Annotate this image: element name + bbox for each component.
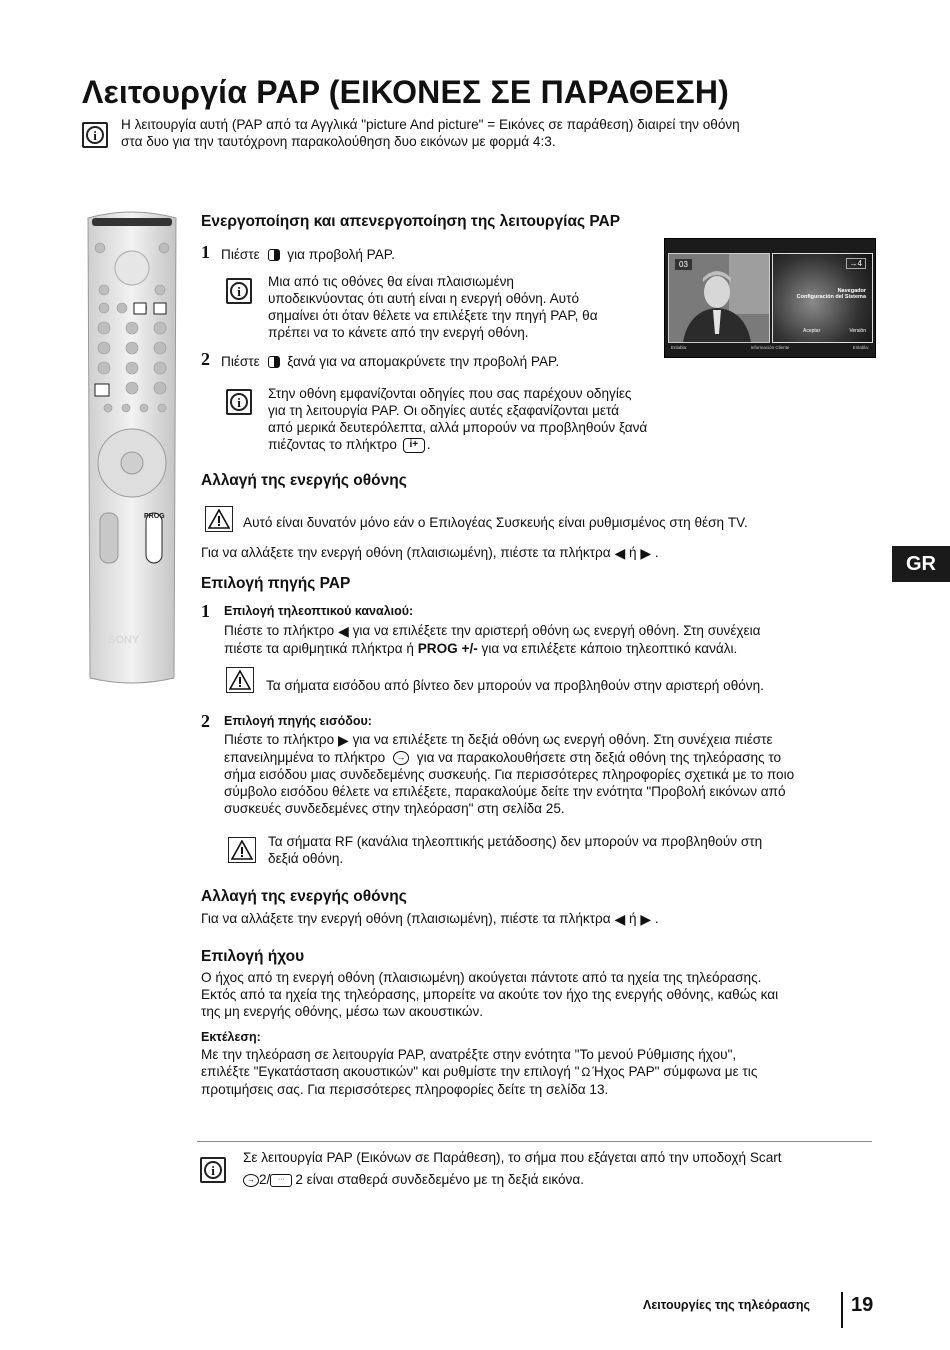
language-tab: GR xyxy=(892,546,950,582)
tv-status-bar: Enlabla: Información Cliente Enlabla: xyxy=(671,345,869,350)
warning-triangle-icon xyxy=(208,509,230,529)
exec-label: Εκτέλεση: xyxy=(201,1030,261,1044)
body-text: Με την τηλεόραση σε λειτουργία PAP, ανατρέξτε στην ενότητα "Το μενού Ρύθμισης ήχου", επιλέξτε "Εγκατάσταση ακουστικών" και ρυθμίστε την επιλογή " Ω Ήχος PAP" σύμφωνα με τις προτιμήσεις σας. Για περισσότερες πληροφορίες δείτε τη σελίδα 13. xyxy=(201,1047,758,1097)
accept-label: Aceptar xyxy=(803,328,821,334)
info-icon: i xyxy=(82,122,108,148)
warning-icon xyxy=(205,506,233,532)
step-title: Επιλογή πηγής εισόδου: xyxy=(224,714,372,728)
step-number: 1 xyxy=(201,242,210,262)
footer-chapter: Λειτουργίες της τηλεόρασης xyxy=(643,1298,810,1312)
scart-connector-icon: ··· xyxy=(270,1174,292,1187)
warning-triangle-icon xyxy=(229,670,251,690)
step-number: 1 xyxy=(201,601,210,621)
step-text: Πιέστε το πλήκτρο ◀ για να επιλέξετε την αριστερή οθόνη ως ενεργή οθόνη. Στη συνέχεια πιέστε τα αριθμητικά πλήκτρα ή PROG +/- για να επιλέξετε κάποιο τηλεοπτικό κανάλι. xyxy=(224,622,761,656)
step-number: 2 xyxy=(201,349,210,369)
body-text: Για να αλλάξετε την ενεργή οθόνη (πλαισιωμένη), πιέστε τα πλήκτρα ◀ ή ▶ . xyxy=(201,910,659,927)
intro-line: Η λειτουργία αυτή (PAP από τα Αγγλικά "picture And picture" = Εικόνες σε παράθεση) διαιρεί την οθόνη xyxy=(121,117,740,132)
info-icon: i xyxy=(226,278,252,304)
page-number: 19 xyxy=(851,1294,874,1316)
note-text: Μια από τις οθόνες θα είναι πλαισιωμένη υποδεικνύοντας ότι αυτή είναι η ενεργή οθόνη. Αυτό σημαίνει ότι όταν θέλετε να επιλέξετε την πηγή PAP, θα πρέπει να το κάνετε από την ενεργή οθόνη. xyxy=(268,274,598,340)
section-heading: Αλλαγή της ενεργής οθόνης xyxy=(201,472,407,489)
pap-button-icon xyxy=(268,356,280,368)
arrow-right-icon: ▶ xyxy=(338,731,349,748)
input-select-icon: → xyxy=(393,751,409,765)
intro-text xyxy=(121,116,740,150)
right-tv-screen xyxy=(772,253,873,343)
section-heading: Επιλογή ήχου xyxy=(201,948,305,965)
section-heading: Ενεργοποίηση και απενεργοποίηση της λειτουργίας PAP xyxy=(201,213,621,230)
divider xyxy=(197,1141,872,1142)
remote-control-image xyxy=(78,208,186,688)
warning-text: Τα σήματα εισόδου από βίντεο δεν μπορούν να προβληθούν στην αριστερή οθόνη. xyxy=(266,678,764,693)
body-text: Ο ήχος από τη ενεργή οθόνη (πλαισιωμένη) ακούγεται πάντοτε από τα ηχεία της τηλεόρασης. Εκτός από τα ηχεία της τηλεόρασης, μπορείτε να ακούτε τον ήχο της ενεργής οθόνης, καθώς και της μη ενεργής οθόνης, μέσω των ακουστικών. xyxy=(201,970,779,1019)
tv-menu: Navegador Configuración del Sistema xyxy=(796,288,866,300)
arrow-right-icon: ▶ xyxy=(640,910,652,927)
page-title: Λειτουργία PAP (ΕΙΚΟΝΕΣ ΣΕ ΠΑΡΑΘΕΣΗ) xyxy=(82,74,730,110)
arrow-left-icon: ◀ xyxy=(614,544,626,561)
warning-text: Αυτό είναι δυνατόν μόνο εάν ο Επιλογέας Συσκευής είναι ρυθμισμένος στη θέση TV. xyxy=(243,515,748,530)
arrow-left-icon: ◀ xyxy=(614,910,626,927)
left-tv-screen xyxy=(668,253,770,343)
warning-triangle-icon xyxy=(231,840,253,860)
arrow-right-icon: ▶ xyxy=(640,544,652,561)
section-heading: Αλλαγή της ενεργής οθόνης xyxy=(201,888,407,905)
headphones-icon: Ω xyxy=(581,1064,591,1079)
step-text: Πιέστε για προβολή PAP. xyxy=(221,247,395,262)
prog-label: PROG xyxy=(144,513,165,520)
channel-badge: 03 xyxy=(675,259,692,270)
step-text: Πιέστε ξανά για να απομακρύνετε την προβολή PAP. xyxy=(221,354,560,369)
info-icon: i xyxy=(200,1157,226,1183)
body-text: Για να αλλάξετε την ενεργή οθόνη (πλαισιωμένη), πιέστε τα πλήκτρα ◀ ή ▶ . xyxy=(201,544,659,561)
source-indicator: →4 xyxy=(846,258,866,269)
warning-icon xyxy=(228,837,256,863)
step-number: 2 xyxy=(201,711,210,731)
intro-line: στα δυο για την ταυτόχρονη παρακολούθηση δυο εικόνων με φορμά 4:3. xyxy=(121,134,556,149)
tv-pap-screenshot xyxy=(664,238,876,358)
scart-output-icon: → xyxy=(243,1174,259,1187)
section-heading: Επιλογή πηγής PAP xyxy=(201,575,351,592)
step-title: Επιλογή τηλεοπτικού καναλιού: xyxy=(224,604,414,618)
footer-divider xyxy=(841,1292,843,1328)
note-text: Στην οθόνη εμφανίζονται οδηγίες που σας παρέχουν οδηγίες για τη λειτουργία PAP. Οι οδηγίες αυτές εξαφανίζονται μετά από μερικά δευτερόλεπτα, αλλά μπορούν να προβληθούν ξανά πιέζοντας το πλήκτρο i+ . xyxy=(268,386,648,452)
warning-text: Τα σήματα RF (κανάλια τηλεοπτικής μετάδοσης) δεν μπορούν να προβληθούν στη δεξιά οθόνη. xyxy=(268,834,763,866)
remote-brand: SONY xyxy=(108,634,140,646)
pap-button-icon xyxy=(268,249,280,261)
arrow-left-icon: ◀ xyxy=(338,622,349,639)
step-text: Πιέστε το πλήκτρο ▶ για να επιλέξετε τη δεξιά οθόνη ως ενεργή οθόνη. Στη συνέχεια πιέστε επανειλημμένα το πλήκτρο → για να παρακολουθήσετε στη δεξιά οθόνη της τηλεόρασης το σήμα εισόδου μιας συνδεδεμένης συσκευής. Για περισσότερες πληροφορίες σχετικά με το ποιο σύμβολο εισόδου θέλετε να επιλέξετε, παρακαλούμε δείτε την ενότητα "Προβολή εικόνων από συσκευές συνδεδεμένες στην τηλεόραση" στη σελίδα 25. xyxy=(224,731,795,816)
warning-icon xyxy=(226,667,254,693)
note-text: Σε λειτουργία PAP (Εικόνων σε Παράθεση), το σήμα που εξάγεται από την υποδοχή Scart → 2/ ··· 2 είναι σταθερά συνδεδεμένο με τη δεξιά εικόνα. xyxy=(243,1150,782,1187)
info-icon: i xyxy=(226,389,252,415)
info-button-icon: i+ xyxy=(403,438,425,453)
version-label: Versión xyxy=(849,328,866,334)
